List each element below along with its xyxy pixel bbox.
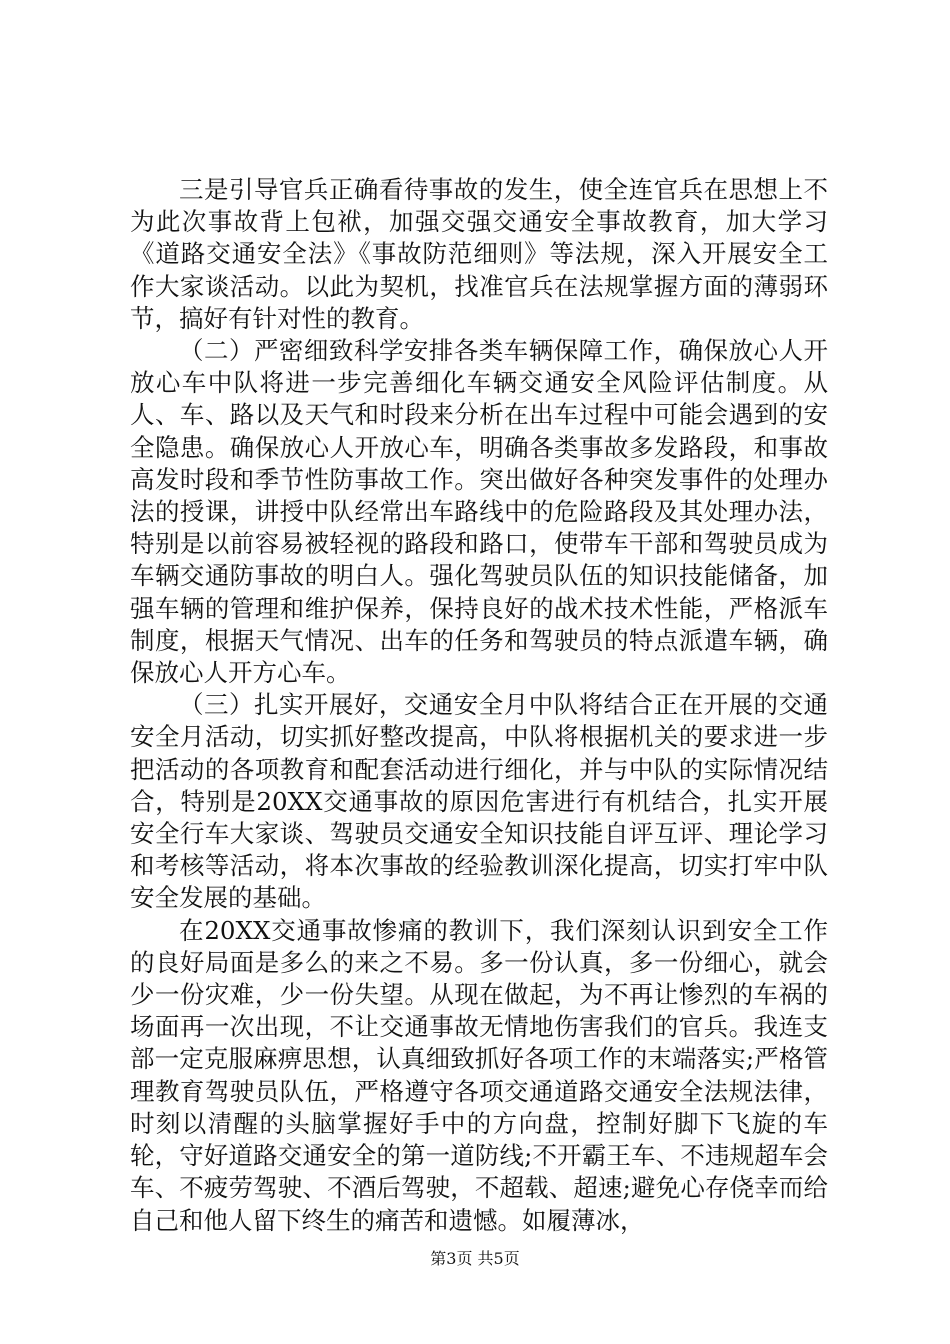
page-footer: 第3页 共5页	[430, 1249, 520, 1268]
paragraph: （三）扎实开展好，交通安全月中队将结合正在开展的交通安全月活动，切实抓好整改提高，中队将根据机关的要求进一步把活动的各项教育和配套活动进行细化，并与中队的实际情况结合，特别是20XX交通事故的原因危害进行有机结合，扎实开展安全行车大家谈、驾驶员交通安全知识技能自评互评、理论学习和考核等活动，将本次事故的经验教训深化提高，切实打牢中队安全发展的基础。	[130, 690, 828, 913]
paragraph: （二）严密细致科学安排各类车辆保障工作，确保放心人开放心车中队将进一步完善细化车辆交通安全风险评估制度。从人、车、路以及天气和时段来分析在出车过程中可能会遇到的安全隐患。确保放心人开放心车，明确各类事故多发路段，和事故高发时段和季节性防事故工作。突出做好各种突发事件的处理办法的授课，讲授中队经常出车路线中的危险路段及其处理办法，特别是以前容易被轻视的路段和路口，使带车干部和驾驶员成为车辆交通防事故的明白人。强化驾驶员队伍的知识技能储备，加强车辆的管理和维护保养，保持良好的战术技术性能，严格派车制度，根据天气情况、出车的任务和驾驶员的特点派遣车辆，确保放心人开方心车。	[130, 336, 828, 688]
document-body	[130, 174, 828, 1237]
paragraph: 在20XX交通事故惨痛的教训下，我们深刻认识到安全工作的良好局面是多么的来之不易。多一份认真，多一份细心，就会少一份灾难，少一份失望。从现在做起，为不再让惨烈的车祸的场面再一次出现，不让交通事故无情地伤害我们的官兵。我连支部一定克服麻痹思想，认真细致抓好各项工作的末端落实;严格管理教育驾驶员队伍，严格遵守各项交通道路交通安全法规法律，时刻以清醒的头脑掌握好手中的方向盘，控制好脚下飞旋的车轮，守好道路交通安全的第一道防线;不开霸王车、不违规超车会车、不疲劳驾驶、不酒后驾驶，不超载、超速;避免心存侥幸而给自己和他人留下终生的痛苦和遗憾。如履薄冰，	[130, 915, 828, 1235]
paragraph: 三是引导官兵正确看待事故的发生，使全连官兵在思想上不为此次事故背上包袱，加强交强交通安全事故教育，加大学习《道路交通安全法》《事故防范细则》等法规，深入开展安全工作大家谈活动。以此为契机，找准官兵在法规掌握方面的薄弱环节，搞好有针对性的教育。	[130, 175, 828, 333]
